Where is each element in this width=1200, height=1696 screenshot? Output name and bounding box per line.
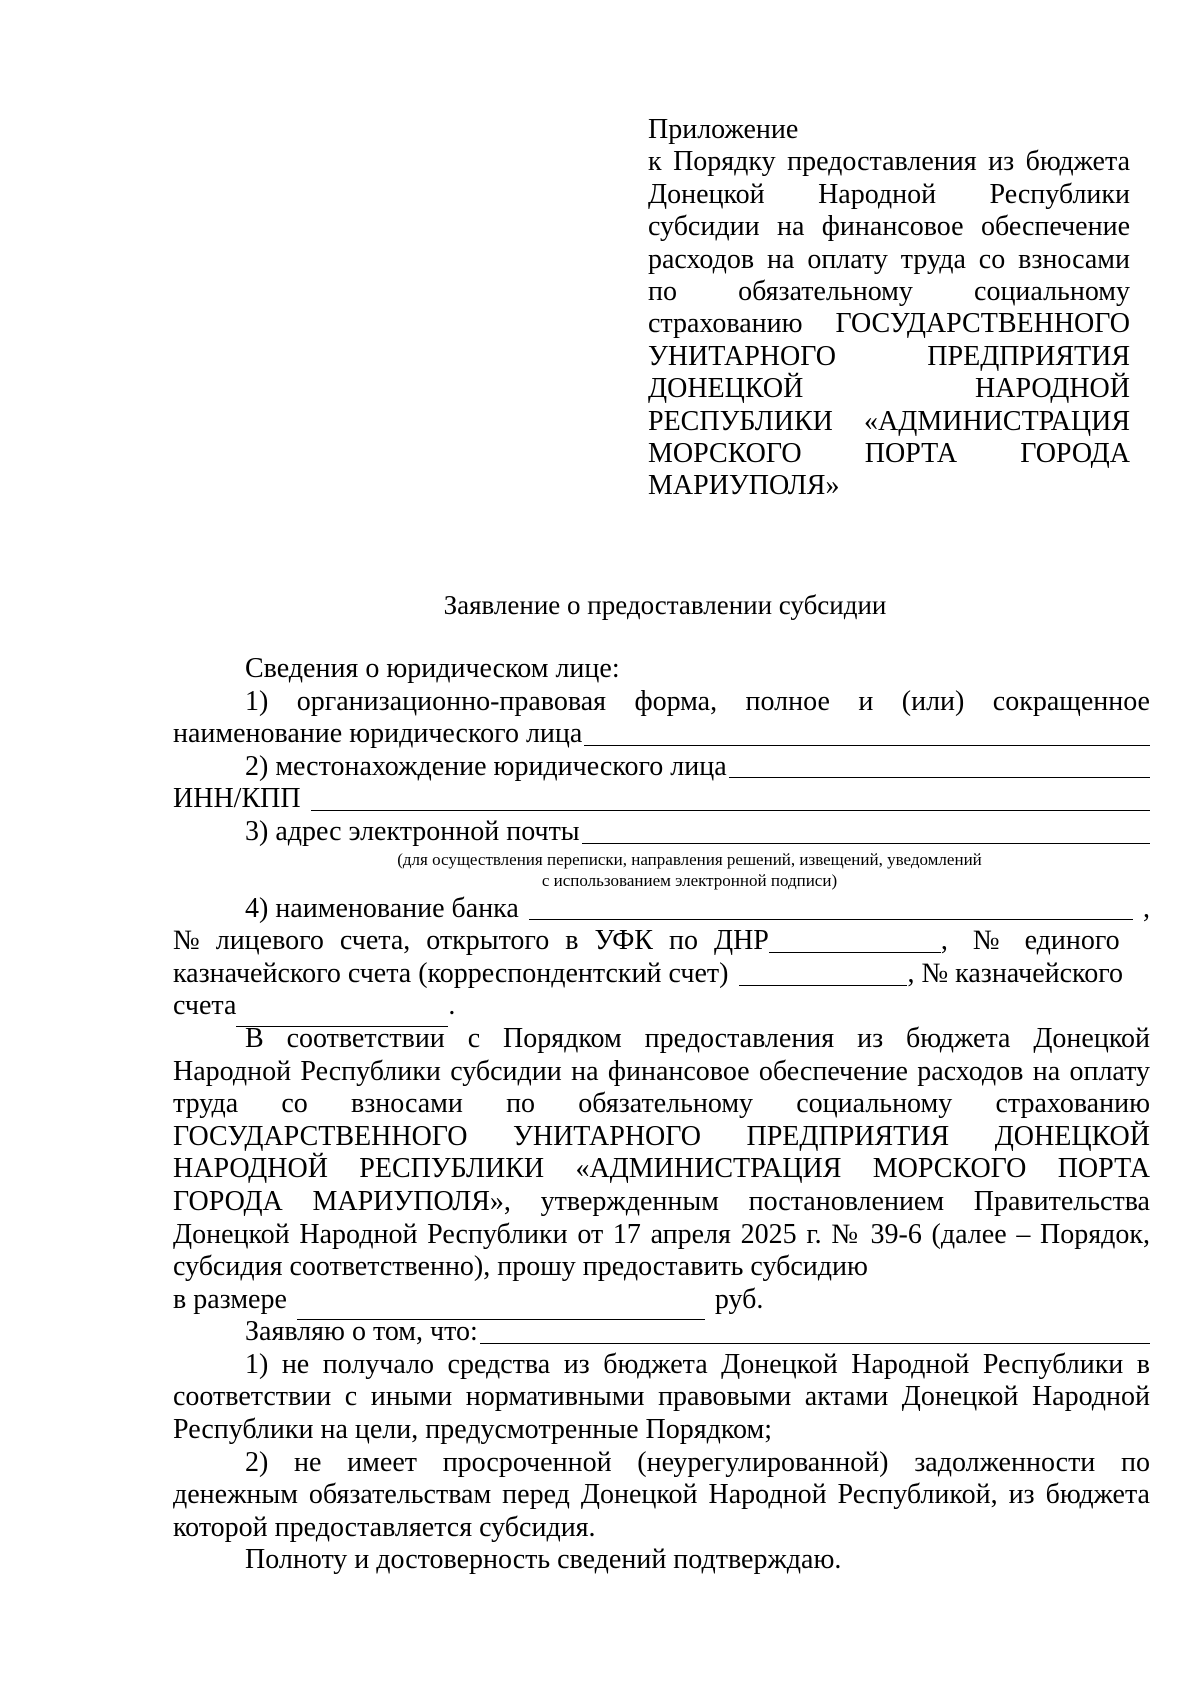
amount-prefix: в размере — [173, 1283, 287, 1315]
treasury-line — [173, 958, 1150, 991]
personal-account-blank[interactable] — [769, 928, 941, 953]
account-word-line — [173, 990, 1150, 1023]
single-account-label: , № единого — [940, 925, 1120, 957]
inn-line — [173, 783, 1150, 816]
declare-label: Заявляю о том, что: — [245, 1316, 478, 1348]
inn-label: ИНН/КПП — [173, 783, 301, 815]
account-period: . — [448, 990, 456, 1022]
document-body — [173, 653, 1150, 1577]
item3-line — [173, 816, 1150, 849]
item4-comma: , — [1143, 892, 1150, 924]
declaration-2: 2) не имеет просроченной (неурегулированной) задолженности по денежным обязательствам перед Донецкой Народной Республикой, из бюджета которой предоставляется субсидия. — [173, 1446, 1150, 1543]
email-hint-line1: (для осуществления переписки, направления решений, извещений, уведомлений — [397, 849, 982, 869]
item1-first-line — [173, 686, 1150, 719]
treasury-corr-label: казначейского счета (корреспондентский счет) — [173, 957, 729, 989]
amount-line — [173, 1284, 1150, 1317]
account-seg — [173, 925, 1120, 958]
appendix-heading: Приложение — [648, 114, 799, 145]
declaration-1: 1) не получало средства из бюджета Донецкой Народной Республики в соответствии с иными нормативными правовыми актами Донецкой Народной Республики на цели, предусмотренные Порядком; — [173, 1348, 1150, 1446]
item1-label: 1) организационно-правовая форма, полное и (или) сокращенное — [245, 685, 1150, 717]
treasury-seg — [173, 958, 1123, 991]
item3-label: 3) адрес электронной почты — [245, 815, 580, 847]
item1-label-cont: наименование юридического лица — [173, 718, 583, 750]
treasury-account-label: , № казначейского — [907, 957, 1124, 989]
item2-label: 2) местонахождение юридического лица — [245, 750, 727, 782]
declare-blank[interactable] — [480, 1319, 1150, 1344]
appendix-text: к Порядку предоставления из бюджета Донецкой Народной Республики субсидии на финансовое обеспечение расходов на оплату труда со взносами по обязательному социальному страхованию ГОСУДАРСТВЕННОГО УНИТАРНОГО ПРЕДПРИЯТИЯ ДОНЕЦКОЙ НАРОДНОЙ РЕСПУБЛИКИ «АДМИНИСТРАЦИЯ МОРСКОГО ПОРТА ГОРОДА МАРИУПОЛЯ» — [648, 146, 1130, 502]
treasury-corr-blank[interactable] — [739, 961, 907, 986]
form-intro: Сведения о юридическом лице: — [245, 653, 620, 684]
email-hint-line2: с использованием электронной подписи) — [541, 870, 838, 890]
account-line — [173, 925, 1150, 958]
item1-second-line — [173, 718, 1150, 751]
request-paragraph: В соответствии с Порядком предоставления из бюджета Донецкой Народной Республики субсидии на финансовое обеспечение расходов на оплату труда со взносами по обязательному социальному страхованию ГОСУДАРСТВЕННОГО УНИТАРНОГО ПРЕДПРИЯТИЯ ДОНЕЦКОЙ НАРОДНОЙ РЕСПУБЛИКИ «АДМИНИСТРАЦИЯ МОРСКОГО ПОРТА ГОРОДА МАРИУПОЛЯ», утвержденным постановлением Правительства Донецкой Народной Республики от 17 апреля 2025 г. № 39-6 (далее – Порядок, субсидия соответственно), прошу предоставить субсидию — [173, 1022, 1150, 1283]
legal-name-blank[interactable] — [584, 721, 1150, 746]
email-blank[interactable] — [582, 819, 1150, 844]
account-word: счета — [173, 990, 237, 1022]
document-title: Заявление о предоставлении субсидии — [443, 590, 887, 620]
bank-name-blank[interactable] — [529, 895, 1133, 920]
location-blank[interactable] — [729, 753, 1150, 778]
item4-label: 4) наименование банка — [245, 892, 519, 924]
declare-line — [173, 1316, 1150, 1349]
item4-line — [173, 893, 1150, 926]
email-hint — [173, 849, 1150, 891]
appendix-block — [648, 114, 1130, 503]
inn-kpp-blank[interactable] — [311, 786, 1150, 811]
item2-line — [173, 751, 1150, 784]
account-label: № лицевого счета, открытого в УФК по ДНР — [173, 925, 769, 957]
amount-suffix: руб. — [714, 1283, 764, 1315]
confirmation: Полноту и достоверность сведений подтверждаю. — [245, 1544, 842, 1576]
